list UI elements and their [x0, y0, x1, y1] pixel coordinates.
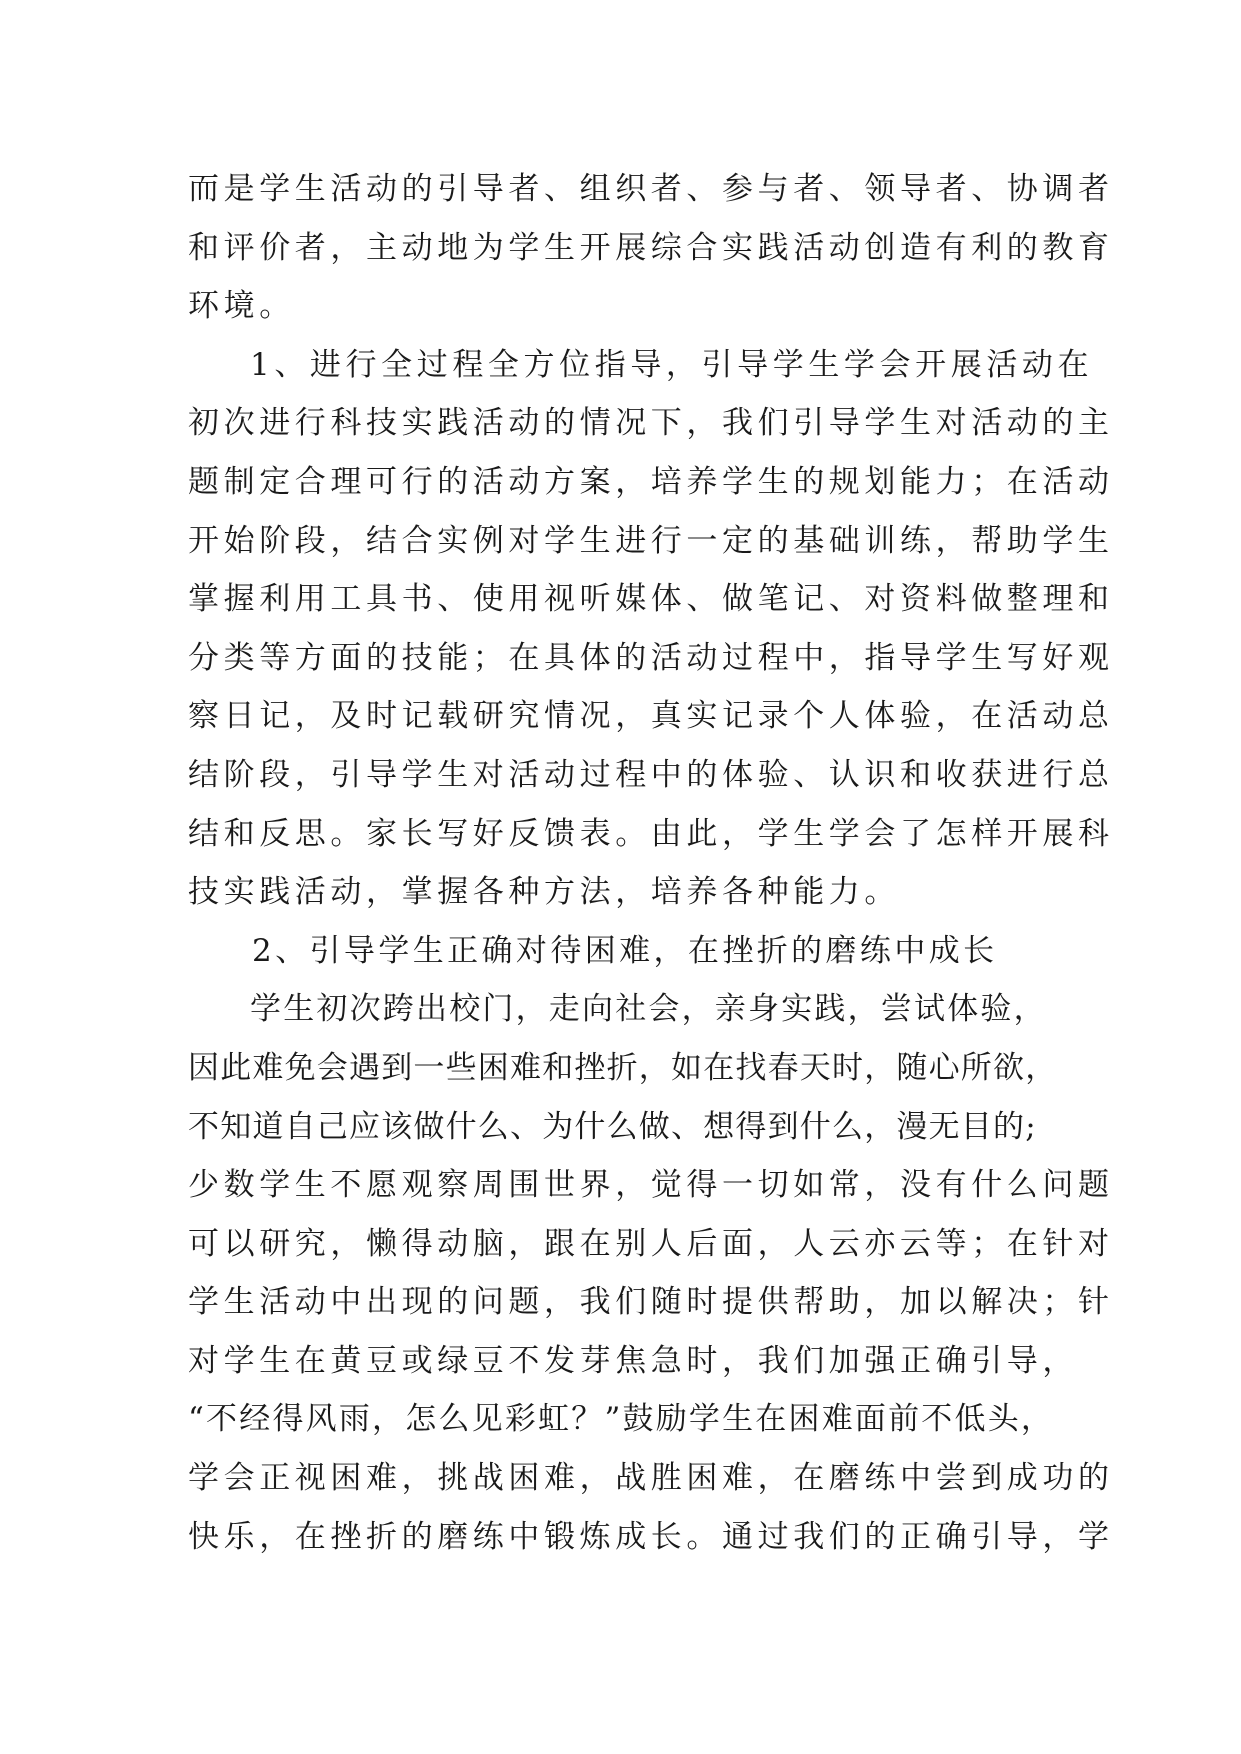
- text-line: 初次进行科技实践活动的情况下，我们引导学生对活动的主: [188, 405, 1114, 442]
- text-line: 结和反思。家长写好反馈表。由此，学生学会了怎样开展科: [188, 815, 1114, 852]
- text-line: 学生活动中出现的问题，我们随时提供帮助，加以解决；针: [188, 1284, 1114, 1321]
- text-line: 技实践活动，掌握各种方法，培养各种能力。: [188, 874, 900, 911]
- text-line: 开始阶段，结合实例对学生进行一定的基础训练，帮助学生: [188, 522, 1114, 559]
- text-line: “不经得风雨，怎么见彩虹？”鼓励学生在困难面前不低头，: [188, 1401, 1055, 1438]
- document-body: [188, 160, 1114, 1566]
- text-line: 少数学生不愿观察周围世界，觉得一切如常，没有什么问题: [188, 1167, 1114, 1204]
- text-line: 结阶段，引导学生对活动过程中的体验、认识和收获进行总: [188, 756, 1114, 793]
- section-heading-1: 1、进行全过程全方位指导，引导学生学会开展活动在: [250, 346, 1094, 383]
- section-heading-2: 2、引导学生正确对待困难，在挫折的磨练中成长: [252, 932, 998, 969]
- text-line: 不知道自己应该做什么、为什么做、想得到什么，漫无目的;: [188, 1108, 1037, 1145]
- text-line: 快乐，在挫折的磨练中锻炼成长。通过我们的正确引导，学: [188, 1518, 1114, 1555]
- text-line: 学会正视困难，挑战困难，战胜困难，在磨练中尝到成功的: [188, 1460, 1114, 1497]
- text-line: 题制定合理可行的活动方案，培养学生的规划能力；在活动: [188, 463, 1114, 500]
- text-line: 分类等方面的技能；在具体的活动过程中，指导学生写好观: [188, 639, 1114, 676]
- text-line: 和评价者，主动地为学生开展综合实践活动创造有利的教育: [188, 229, 1114, 266]
- text-line: 而是学生活动的引导者、组织者、参与者、领导者、协调者: [188, 171, 1114, 207]
- text-line: 环境。: [188, 288, 295, 325]
- text-line: 对学生在黄豆或绿豆不发芽焦急时，我们加强正确引导，: [188, 1342, 1078, 1379]
- text-line: 因此难免会遇到一些困难和挫折，如在找春天时，随心所欲，: [188, 1049, 1058, 1086]
- text-line: 学生初次跨出校门，走向社会，亲身实践，尝试体验，: [250, 991, 1047, 1028]
- text-line: 掌握利用工具书、使用视听媒体、做笔记、对资料做整理和: [188, 581, 1114, 618]
- text-line: 察日记，及时记载研究情况，真实记录个人体验，在活动总: [188, 698, 1114, 735]
- text-line: 可以研究，懒得动脑，跟在别人后面，人云亦云等；在针对: [188, 1225, 1114, 1262]
